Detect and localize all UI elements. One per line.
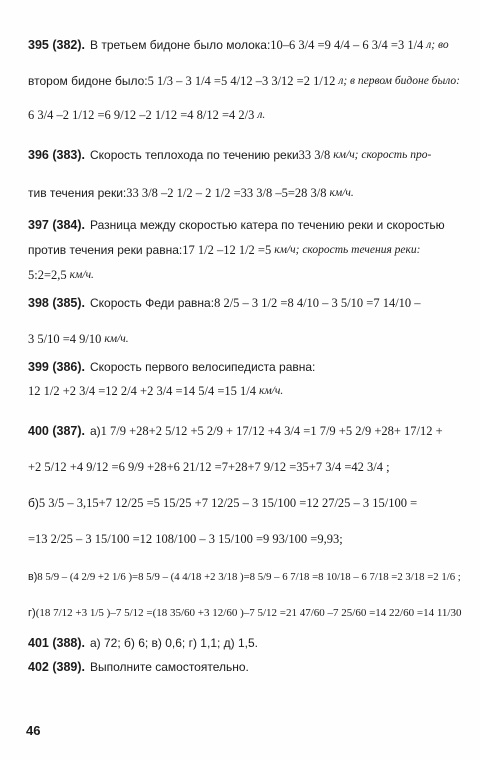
text-line — [28, 186, 462, 200]
math-expression: 5 3/5 – 3,15+7 12/25 =5 15/25 +7 12/25 – 3 15/100 =12 27/25 – 3 15/100 = — [38, 496, 418, 510]
unit-text: л. — [257, 109, 266, 121]
line-text: втором бидоне было: — [28, 74, 148, 88]
math-expression: 5 1/3 – 3 1/4 =5 4/12 –3 3/12 =2 1/12 — [147, 74, 336, 88]
page-number: 46 — [26, 723, 41, 738]
math-expression: 1 7/9 +28+2 5/12 +5 2/9 + 17/12 +4 3/4 =1 7/9 +5 2/9 +28+ 17/12 + — [100, 424, 443, 438]
line-text: в) — [28, 571, 38, 583]
math-expression: 3 5/10 =4 9/10 — [28, 332, 102, 346]
text-line — [28, 660, 462, 674]
text-line — [28, 108, 462, 122]
math-expression: +2 5/12 +4 9/12 =6 9/9 +28+6 21/12 =7+28+7 9/12 =35+7 3/4 =42 3/4 ; — [28, 460, 390, 474]
text-line — [28, 496, 462, 510]
unit-text: км/ч. — [258, 385, 284, 397]
line-text: Скорость первого велосипедиста равна: — [89, 360, 316, 374]
text-line — [28, 424, 462, 438]
text-line — [28, 532, 462, 546]
text-line — [28, 384, 462, 398]
line-text: тив течения реки: — [28, 186, 127, 200]
text-line — [28, 74, 462, 88]
math-expression: 5:2=2,5 — [28, 268, 67, 282]
problem-number: 400 (387). — [28, 424, 85, 438]
unit-text: км/ч. — [104, 333, 129, 345]
text-line — [28, 148, 462, 162]
line-text: Выполните самостоятельно. — [89, 660, 249, 674]
unit-text: км/ч. — [69, 269, 94, 281]
line-text: б) — [28, 496, 39, 510]
unit-text: л; во — [426, 39, 449, 51]
math-expression: 8 2/5 – 3 1/2 =8 4/10 – 3 5/10 =7 14/10 – — [214, 296, 421, 310]
line-text: г) — [28, 607, 36, 619]
text-line — [28, 360, 462, 374]
problem-number: 402 (389). — [28, 660, 85, 674]
math-expression: 6 3/4 –2 1/12 =6 9/12 –2 1/12 =4 8/12 =4 2/3 — [28, 108, 255, 122]
problem-number: 398 (385). — [28, 296, 85, 310]
math-expression: 12 1/2 +2 3/4 =12 2/4 +2 3/4 =14 5/4 =15 1/4 — [28, 384, 256, 398]
unit-text: км/ч; скорость течения реки: — [274, 244, 421, 256]
math-expression: 8 5/9 – (4 2/9 +2 1/6 )=8 5/9 – (4 4/18 +2 3/18 )=8 5/9 – 6 7/18 =8 10/18 – 6 7/18 =2 3/18 =2 1/6 ; — [37, 571, 461, 583]
problem-number: 397 (384). — [28, 218, 85, 232]
line-text: а) — [89, 424, 101, 438]
unit-text: км/ч. — [329, 187, 354, 199]
problem-number: 396 (383). — [28, 148, 85, 162]
problem-number: 399 (386). — [28, 360, 85, 374]
math-expression: 33 3/8 –2 1/2 – 2 1/2 =33 3/8 –5=28 3/8 — [126, 186, 327, 200]
unit-text: км/ч; скорость про- — [333, 149, 432, 161]
math-expression: =13 2/25 – 3 15/100 =12 108/100 – 3 15/100 =9 93/100 =9,93; — [28, 532, 343, 546]
math-expression: 10–6 3/4 =9 4/4 – 6 3/4 =3 1/4 — [270, 38, 424, 52]
line-text: Скорость теплохода по течению реки — [89, 148, 299, 162]
problem-number: 395 (382). — [28, 38, 85, 52]
line-text: Скорость Феди равна: — [89, 296, 215, 310]
text-line — [28, 606, 462, 620]
math-expression: 33 3/8 — [298, 148, 331, 162]
text-line — [28, 460, 462, 474]
unit-text: л; в первом бидоне было: — [338, 75, 460, 87]
text-line — [28, 218, 462, 232]
line-text: а) 72; б) 6; в) 0,6; г) 1,1; д) 1,5. — [89, 636, 259, 650]
text-line — [28, 38, 462, 52]
text-line — [28, 296, 462, 310]
text-line — [28, 636, 462, 650]
math-expression: (18 7/12 +3 1/5 )–7 5/12 =(18 35/60 +3 12/60 )–7 5/12 =21 47/60 –7 25/60 =14 22/60 =14 11/30 — [35, 607, 462, 619]
math-expression: 17 1/2 –12 1/2 =5 — [182, 243, 272, 257]
line-text: против течения реки равна: — [28, 243, 183, 257]
line-text: Разница между скоростью катера по течению реки и скоростью — [89, 218, 445, 232]
problem-number: 401 (388). — [28, 636, 85, 650]
text-line — [28, 268, 462, 282]
line-text: В третьем бидоне было молока: — [89, 38, 271, 52]
text-line — [28, 243, 462, 257]
text-line — [28, 332, 462, 346]
text-line — [28, 570, 462, 584]
